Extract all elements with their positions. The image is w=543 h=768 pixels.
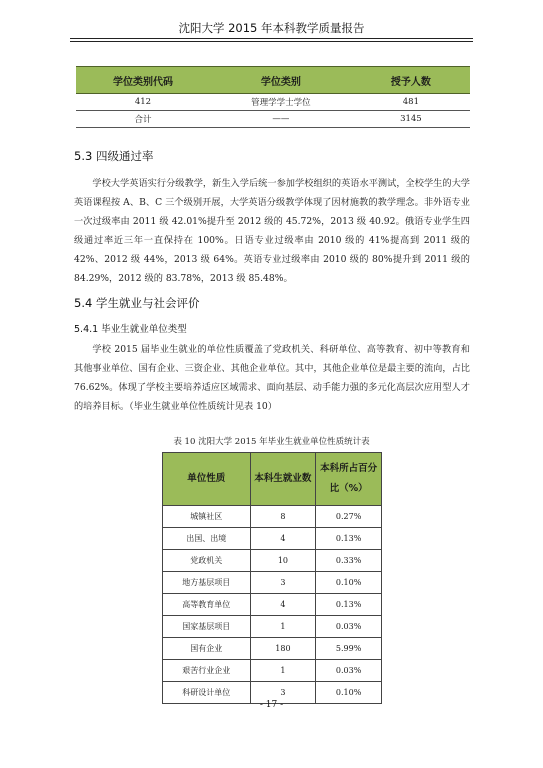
- employment-table-header: 本科生就业数: [250, 453, 316, 506]
- table-cell: 8: [250, 506, 316, 528]
- page-number: - 17 -: [259, 700, 284, 710]
- section-paragraph: 学校 2015 届毕业生就业的单位性质覆盖了党政机关、科研单位、高等教育、初中等教育和其他事业单位、国有企业、三资企业、其他企业单位。其中，其他企业单位是最主要的流向，占比 76.62%。体现了学校主要培养适应区域需求、面向基层、动手能力强的多元化高层次应用型人才的培养目标。（毕业生就业单位性质统计见表 10）: [74, 344, 470, 412]
- table-cell: 地方基层项目: [163, 572, 251, 594]
- section-heading: 5.3 四级通过率: [74, 149, 154, 163]
- employment-table-header-row: [163, 453, 382, 506]
- table-row: [163, 550, 382, 572]
- employment-table-header: 单位性质: [163, 453, 251, 506]
- table-cell: 0.03%: [316, 660, 382, 682]
- table-cell: 党政机关: [163, 550, 251, 572]
- table-row: [76, 111, 470, 128]
- header-rule: [70, 38, 473, 39]
- table-row: [163, 660, 382, 682]
- table-cell: 0.13%: [316, 594, 382, 616]
- employment-table-header: 本科所占百分比（%）: [316, 453, 382, 506]
- degree-table-header: 授予人数: [352, 67, 470, 94]
- header-rule-thin: [70, 41, 473, 42]
- table-row: [163, 506, 382, 528]
- table-row: [76, 94, 470, 111]
- table-cell: 0.13%: [316, 528, 382, 550]
- table-row: [163, 616, 382, 638]
- table-cell: 0.33%: [316, 550, 382, 572]
- table-cell: 10: [250, 550, 316, 572]
- table-cell: 481: [352, 94, 470, 111]
- degree-table: [76, 66, 470, 128]
- table-cell: 3: [250, 682, 316, 704]
- table-cell: 国有企业: [163, 638, 251, 660]
- table-cell: 高等教育单位: [163, 594, 251, 616]
- table-cell: 4: [250, 594, 316, 616]
- table-row: [163, 594, 382, 616]
- table-cell: 科研设计单位: [163, 682, 251, 704]
- table-cell: 5.99%: [316, 638, 382, 660]
- page-header-title: 沈阳大学 2015 年本科教学质量报告: [178, 21, 365, 35]
- table-cell: 180: [250, 638, 316, 660]
- table-cell: 艰苦行业企业: [163, 660, 251, 682]
- table-cell: 0.03%: [316, 616, 382, 638]
- table-cell: 3145: [352, 111, 470, 128]
- section-heading: 5.4 学生就业与社会评价: [74, 296, 200, 310]
- table-cell: 城镇社区: [163, 506, 251, 528]
- table-cell: 出国、出境: [163, 528, 251, 550]
- table-caption: 表 10 沈阳大学 2015 年毕业生就业单位性质统计表: [173, 437, 370, 447]
- table-cell: 国家基层项目: [163, 616, 251, 638]
- table-cell: 412: [76, 94, 210, 111]
- degree-table-header-row: [76, 67, 470, 94]
- table-cell: 0.10%: [316, 682, 382, 704]
- table-cell: 管理学学士学位: [210, 94, 352, 111]
- table-row: [163, 528, 382, 550]
- subsection-heading: 5.4.1 毕业生就业单位类型: [74, 324, 187, 335]
- table-cell: 3: [250, 572, 316, 594]
- degree-table-header: 学位类别: [210, 67, 352, 94]
- table-cell: 1: [250, 660, 316, 682]
- table-row: [163, 638, 382, 660]
- table-cell: 4: [250, 528, 316, 550]
- table-row: [163, 572, 382, 594]
- table-cell: 0.27%: [316, 506, 382, 528]
- degree-table-header: 学位类别代码: [76, 67, 210, 94]
- employment-table: [162, 452, 382, 704]
- table-cell: 1: [250, 616, 316, 638]
- table-cell: 合计: [76, 111, 210, 128]
- table-cell: 0.10%: [316, 572, 382, 594]
- section-paragraph: 学校大学英语实行分级教学，新生入学后统一参加学校组织的英语水平测试，全校学生的大学英语课程按 A、B、C 三个级别开展，大学英语分级教学体现了因材施教的教学理念。非外语专业一次过级率由 2011 级 42.01%提升至 2012 级的 45.72%，2013 级 40.92。俄语专业学生四级通过率近三年一直保持在 100%。日语专业过级率由 2010 级的 41%提高到 2011 级的 42%、2012 级 44%，2013 级 64%。英语专业过级率由 2010 级的 80%提升到 2011 级的 84.29%，2012 级的 83.78%，2013 级 85.48%。: [74, 178, 470, 284]
- table-cell: ——: [210, 111, 352, 128]
